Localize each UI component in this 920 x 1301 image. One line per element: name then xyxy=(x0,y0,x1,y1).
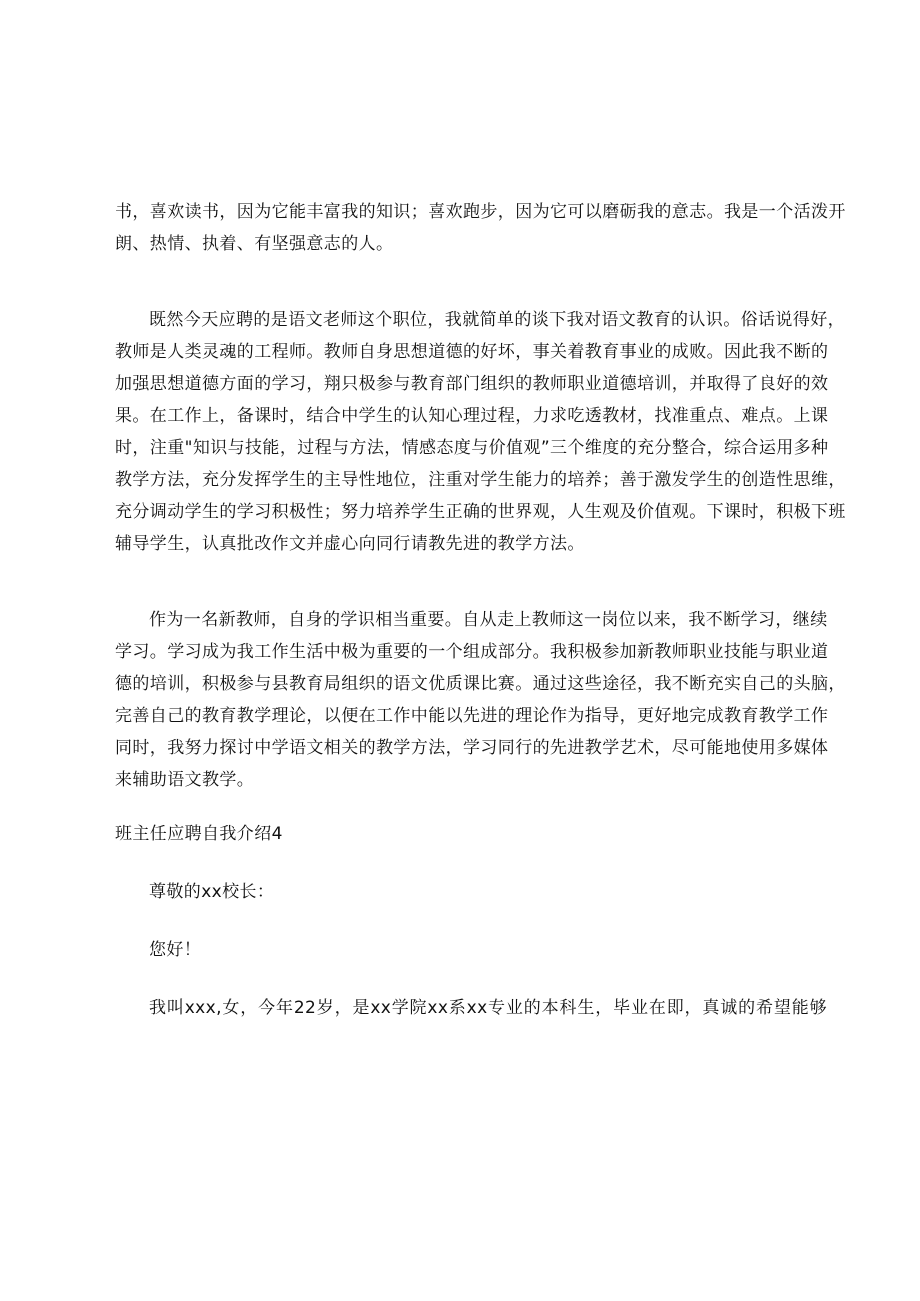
text-line: 时，注重"知识与技能，过程与方法，情感态度与价值观”三个维度的充分整合，综合运用多种 xyxy=(115,438,829,458)
text-line: 来辅助语文教学。 xyxy=(115,770,255,790)
intro-line: 我叫xxx,女，今年22岁，是xx学院xx系xx专业的本科生，毕业在即，真诚的希望能够 xyxy=(149,998,827,1018)
text-line: 既然今天应聘的是语文老师这个职位，我就简单的谈下我对语文教育的认识。俗话说得好， xyxy=(149,310,845,330)
text-line: 充分调动学生的学习积极性；努力培养学生正确的世界观，人生观及价值观。下课时，积极下班 xyxy=(115,502,846,522)
salutation: 尊敬的xx校长： xyxy=(149,882,275,902)
text-line: 辅导学生，认真批改作文并虚心向同行请教先进的教学方法。 xyxy=(115,534,585,554)
paragraph-teaching-view xyxy=(115,304,846,560)
text-line: 完善自己的教育教学理论，以便在工作中能以先进的理论作为指导，更好地完成教育教学工作 xyxy=(115,706,829,726)
text-line: 书，喜欢读书，因为它能丰富我的知识；喜欢跑步，因为它可以磨砺我的意志。我是一个活泼开 xyxy=(115,202,846,222)
text-line: 同时，我努力探讨中学语文相关的教学方法，学习同行的先进教学艺术，尽可能地使用多媒体 xyxy=(115,738,829,758)
text-line: 朗、热情、执着、有坚强意志的人。 xyxy=(115,234,394,254)
text-line: 德的培训，积极参与县教育局组织的语文优质课比赛。通过这些途径，我不断充实自己的头脑， xyxy=(115,674,846,694)
paragraph-hobbies xyxy=(115,196,846,260)
text-line: 加强思想道德方面的学习，翔只极参与教育部门组织的教师职业道德培训，并取得了良好的效 xyxy=(115,374,829,394)
text-line: 教学方法，充分发挥学生的主导性地位，注重对学生能力的培养；善于激发学生的创造性思维， xyxy=(115,470,846,490)
section-heading: 班主任应聘自我介绍4 xyxy=(115,824,283,844)
greeting: 您好！ xyxy=(149,940,202,960)
text-line: 果。在工作上，备课时，结合中学生的认知心理过程，力求吃透教材，找准重点、难点。上课 xyxy=(115,406,829,426)
text-line: 作为一名新教师，自身的学识相当重要。自从走上教师这一岗位以来，我不断学习，继续 xyxy=(149,610,828,630)
text-line: 教师是人类灵魂的工程师。教师自身思想道德的好坏，事关着教育事业的成败。因此我不断的 xyxy=(115,342,829,362)
text-line: 学习。学习成为我工作生活中极为重要的一个组成部分。我积极参加新教师职业技能与职业道 xyxy=(115,642,829,662)
paragraph-learning xyxy=(115,604,846,796)
document-page xyxy=(115,196,846,1024)
